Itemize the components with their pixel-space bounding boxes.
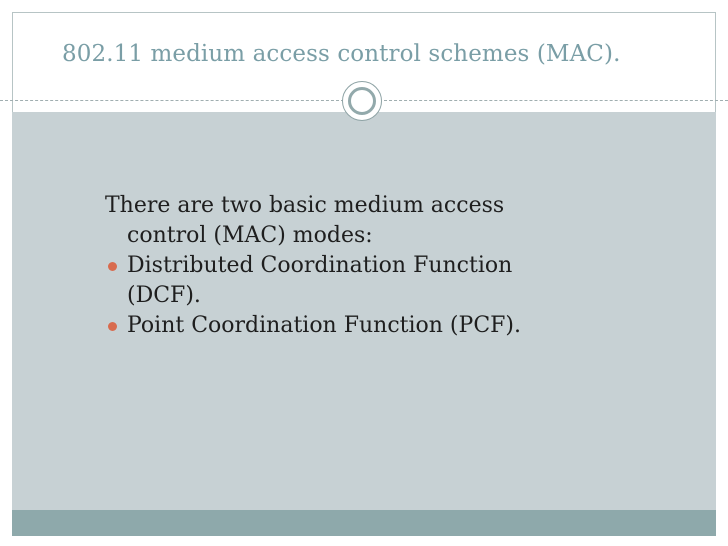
slide-body	[105, 191, 525, 341]
bullet-text-pcf: Point Coordination Function (PCF).	[127, 313, 521, 338]
title-divider-left	[0, 100, 344, 101]
bullet-text-dcf: Distributed Coordination Function (DCF).	[127, 253, 513, 308]
bullet-item-pcf	[105, 311, 525, 341]
intro-paragraph: There are two basic medium access control (MAC) modes:	[105, 193, 505, 248]
circle-ornament-icon	[342, 81, 382, 121]
footer-band	[12, 510, 716, 536]
bullet-dot-icon	[108, 322, 117, 331]
circle-ornament-inner	[348, 87, 376, 115]
title-divider-right	[384, 100, 728, 101]
bullet-item-dcf	[105, 251, 525, 311]
bullet-dot-icon	[108, 262, 117, 271]
slide-title: 802.11 medium access control schemes (MAC).	[62, 41, 621, 67]
